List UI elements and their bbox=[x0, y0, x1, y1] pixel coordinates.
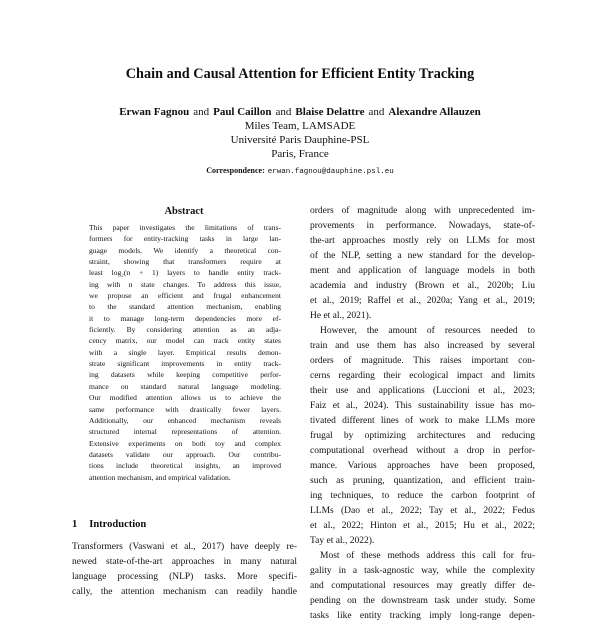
affiliation-team: Miles Team, LAMSADE bbox=[244, 120, 356, 132]
text-line: et al., 2022; Hinton et al., 2015; Hu et al., 2022; bbox=[310, 521, 535, 531]
text-line: This paper investigates the limitations of trans- bbox=[89, 223, 281, 232]
text-line: strate significant improvements in entity track- bbox=[89, 359, 281, 369]
introduction-body bbox=[72, 540, 297, 600]
text-line: the-art approaches mostly rely on LLMs for most bbox=[310, 236, 535, 246]
correspondence bbox=[0, 166, 600, 176]
text-line: ficiently. By considering attention as an adja- bbox=[89, 325, 281, 335]
correspondence-email[interactable]: erwan.fagnou@dauphine.psl.eu bbox=[267, 168, 394, 176]
author-name: Erwan Fagnou bbox=[119, 106, 190, 118]
text-line: train and use them has also increased by several bbox=[310, 341, 535, 351]
abstract-heading: Abstract bbox=[164, 206, 204, 217]
text-line: provements in performance. Nowadays, state-of- bbox=[310, 221, 535, 231]
text-line: orders of magnitude. This raises important con- bbox=[310, 356, 535, 366]
text-line: Additionally, our enhanced mechanism reveals bbox=[89, 415, 281, 425]
author-name: Alexandre Allauzen bbox=[388, 106, 481, 118]
text-line: same performance with drastically fewer layers. bbox=[89, 404, 281, 414]
text-line: Transformers (Vaswani et al., 2017) have deeply re- bbox=[72, 542, 297, 552]
paper-title: Chain and Causal Attention for Efficient Entity Tracking bbox=[125, 66, 475, 82]
text-line: guage models. We identify a theoretical con- bbox=[89, 245, 281, 255]
text-line: cerns regarding their ecological impact and limits bbox=[310, 371, 535, 381]
abstract-body bbox=[87, 222, 281, 483]
text-line: LLMs (Dao et al., 2022; Tay et al., 2022; Fedus bbox=[310, 506, 535, 516]
text-line: and computational resources may greatly differ de- bbox=[310, 581, 535, 591]
text-line: we propose an efficient and frugal enhancement bbox=[89, 291, 281, 301]
author-conjunction: and bbox=[275, 106, 292, 118]
text-line: However, the amount of resources needed to bbox=[320, 326, 535, 336]
section-heading-introduction bbox=[72, 519, 146, 530]
author-name: Paul Caillon bbox=[213, 106, 272, 118]
text-line: mance on standard natural language modeling. bbox=[89, 381, 281, 391]
text-line: ing with n state changes. To address this issue, bbox=[89, 279, 281, 289]
text-line: least log₂(n + 1) layers to handle entity track- bbox=[89, 268, 281, 278]
text-line: with a single layer. Empirical results demon- bbox=[89, 347, 281, 357]
text-line: Extensive experiments on both toy and complex bbox=[89, 438, 281, 448]
text-line: frugal by optimizing architectures and reducing bbox=[310, 431, 535, 441]
affiliation-university: Université Paris Dauphine-PSL bbox=[230, 134, 370, 146]
text-line: ing techniques, to reduce the carbon footprint of bbox=[310, 491, 535, 501]
text-line: to the standard attention mechanism, enabling bbox=[89, 302, 281, 312]
text-line: mance. Various approaches have been proposed, bbox=[310, 461, 535, 471]
text-line: Faiz et al., 2024). This sustainability issue has mo- bbox=[310, 401, 535, 411]
text-line: newed state-of-the-art approaches in many natural bbox=[72, 557, 297, 567]
text-line: cency matrix, our model can track entity states bbox=[89, 336, 281, 346]
author-name: Blaise Delattre bbox=[295, 106, 365, 118]
text-line: language processing (NLP) tasks. More specifi- bbox=[72, 572, 297, 582]
text-line: tasks like entity tracking imply long-range depen- bbox=[310, 611, 535, 621]
text-line: academia and industry (Brown et al., 2020b; Liu bbox=[310, 281, 535, 291]
text-line: such as pruning, quantization, and efficient train- bbox=[310, 476, 535, 486]
text-line: et al., 2019; Raffel et al., 2020a; Yang et al., 2019; bbox=[310, 296, 535, 306]
text-line: attention mechanism, and empirical validation. bbox=[89, 472, 231, 482]
abstract-section bbox=[87, 206, 281, 483]
text-line: He et al., 2021). bbox=[310, 311, 372, 321]
text-line: Most of these methods address this call for fru- bbox=[320, 551, 535, 561]
text-line: pending on the downstream task under study. Some bbox=[310, 596, 535, 606]
text-line: straint, showing that transformers require at bbox=[89, 257, 281, 267]
text-line: computational overhead without a drop in perfor- bbox=[310, 446, 535, 456]
text-line: orders of magnitude along with unprecedented im- bbox=[310, 206, 535, 216]
text-line: it to manage long-term dependencies more ef- bbox=[89, 313, 281, 323]
affiliation-city: Paris, France bbox=[271, 148, 329, 160]
text-line: gality in a task-agnostic way, while the complexity bbox=[310, 566, 535, 576]
correspondence-label: Correspondence: bbox=[206, 166, 265, 175]
text-line: cally, the attention mechanism can readily handle bbox=[72, 587, 297, 597]
text-line: datasets validate our approach. Our contribu- bbox=[89, 449, 281, 459]
text-line: tivated different lines of work to make LLMs more bbox=[310, 416, 535, 426]
text-line: structured internal representations of attention. bbox=[89, 427, 281, 437]
text-line: tions include theoretical insights, an improved bbox=[89, 461, 281, 471]
section-title: Introduction bbox=[89, 519, 147, 530]
text-line: formers for entity-tracking tasks in large lan- bbox=[89, 234, 281, 244]
author-conjunction: and bbox=[193, 106, 210, 118]
right-column-body bbox=[310, 204, 535, 624]
text-line: Our modified attention allows us to achieve the bbox=[89, 393, 281, 403]
author-conjunction: and bbox=[368, 106, 385, 118]
section-number: 1 bbox=[72, 519, 78, 530]
text-line: ing datasets while keeping competitive perfor- bbox=[89, 370, 281, 380]
text-line: ment and application of language models in both bbox=[310, 266, 535, 276]
author-list bbox=[0, 105, 600, 119]
text-line: Tay et al., 2022). bbox=[310, 536, 375, 546]
text-line: their use and applications (Luccioni et al., 2023; bbox=[310, 386, 535, 396]
text-line: of the NLP, setting a new standard for the develop- bbox=[310, 251, 535, 261]
